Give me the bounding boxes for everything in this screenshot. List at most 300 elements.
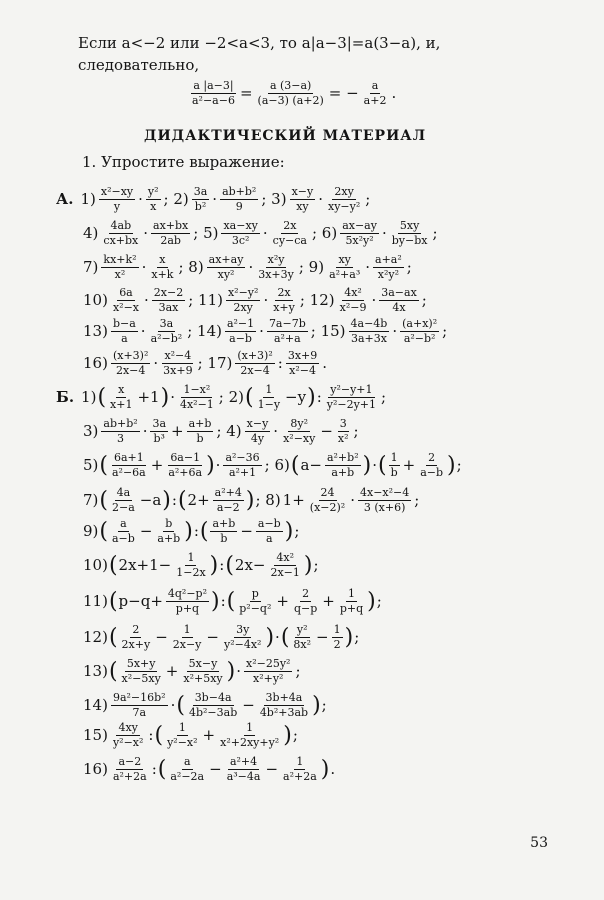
math-token: − — [206, 627, 219, 646]
fraction-numerator: 2x — [283, 219, 297, 232]
fraction-denominator: a — [121, 332, 128, 345]
math-token: 1) — [80, 189, 96, 208]
fraction-denominator: x²−x — [112, 301, 139, 314]
math-token: ; — [414, 490, 420, 509]
fraction-numerator: x²y — [267, 253, 285, 266]
math-token: · — [170, 695, 176, 714]
fraction — [373, 254, 404, 281]
fraction-denominator: p+q — [339, 602, 364, 615]
fraction — [187, 418, 214, 445]
fraction-numerator: x²−xy — [100, 185, 134, 198]
math-token: + — [322, 591, 335, 610]
math-token: 11) — [83, 591, 108, 610]
math-token: · — [273, 421, 279, 440]
fraction-numerator: 4x−x²−4 — [360, 486, 410, 499]
fraction-denominator: q−p — [293, 602, 318, 615]
fraction — [171, 624, 204, 651]
fraction — [190, 80, 237, 107]
fraction — [226, 287, 260, 314]
math-token: 7) — [83, 257, 99, 276]
math-token: ; 17) — [197, 353, 233, 372]
fraction-denominator: 2x+y — [121, 638, 151, 651]
math-token: · — [381, 223, 387, 242]
fraction — [325, 384, 378, 411]
fraction-denominator: 4x²−1 — [179, 398, 214, 411]
fraction — [362, 80, 389, 107]
fraction-denominator: 1−2x — [176, 566, 206, 579]
fraction-denominator: 3a+3x — [350, 332, 387, 345]
math-token: : — [151, 759, 157, 778]
math-token: · — [365, 257, 371, 276]
math-token: · — [275, 627, 280, 646]
fraction-numerator: 5x−y — [188, 657, 218, 670]
math-token: ; — [294, 521, 300, 540]
fraction — [256, 384, 282, 411]
math-token: ; — [421, 290, 427, 309]
fraction — [338, 287, 369, 314]
fraction-numerator: 5xy — [399, 219, 420, 232]
fraction-numerator: a−2 — [118, 755, 142, 768]
exercise-row — [82, 254, 604, 281]
fraction-numerator: a+b — [212, 517, 236, 530]
paren: ) — [162, 487, 171, 513]
fraction-numerator: 4a−4b — [350, 317, 388, 330]
fraction-denominator: 8x² — [293, 638, 312, 651]
section-heading: ДИДАКТИЧЕСКИЙ МАТЕРИАЛ — [144, 128, 427, 144]
fraction — [120, 658, 163, 685]
fraction-numerator: x²−y² — [227, 286, 259, 299]
section-label: Б. — [56, 387, 75, 406]
fraction-denominator: xy² — [217, 268, 235, 281]
fraction-numerator: 1 — [333, 623, 341, 636]
fraction-numerator: (a+x)² — [402, 317, 438, 330]
fraction-numerator: 3a — [152, 417, 167, 430]
fraction — [218, 722, 281, 749]
math-token: · — [248, 257, 254, 276]
fraction-numerator: 1 — [390, 451, 398, 464]
exercise-row — [82, 722, 604, 749]
fraction — [258, 692, 310, 719]
fraction-numerator: 1 — [265, 383, 273, 396]
fraction-numerator: x²−25y² — [246, 657, 291, 670]
fraction-numerator: 2xy — [334, 185, 354, 198]
fraction-numerator: ax+bx — [153, 219, 189, 232]
fraction-denominator: (a−3) (a+2) — [257, 94, 324, 107]
intro-line-2: следовательно, — [78, 56, 200, 74]
paren: ) — [245, 487, 255, 513]
paren: ) — [265, 624, 275, 650]
fraction — [338, 588, 365, 615]
fraction-denominator: y²−4x² — [223, 638, 262, 651]
fraction — [340, 220, 379, 247]
fraction — [174, 552, 207, 579]
paren: ) — [184, 518, 193, 544]
fraction-numerator: ax−ay — [342, 219, 377, 232]
fraction-numerator: a — [120, 517, 127, 530]
fraction — [332, 624, 343, 651]
fraction — [308, 487, 347, 514]
math-token: + — [402, 455, 416, 474]
paren: ( — [199, 518, 209, 544]
fraction-numerator: 4ab — [110, 219, 132, 232]
math-token: ; — [353, 421, 359, 440]
fraction-denominator: 3x+3y — [258, 268, 294, 281]
fraction-numerator: a+b — [188, 417, 212, 430]
fraction — [256, 80, 326, 107]
fraction-numerator: a²−1 — [226, 317, 255, 330]
paren: ) — [367, 588, 376, 614]
fraction-denominator: x — [150, 200, 157, 213]
fraction-denominator: a−b — [229, 332, 252, 345]
math-token: − — [265, 759, 279, 778]
exercise-row — [82, 318, 604, 345]
fraction-denominator: 4b²−3ab — [188, 706, 238, 719]
fraction — [155, 518, 182, 545]
paren: ( — [108, 624, 118, 650]
fraction-denominator: by−bx — [391, 234, 428, 247]
math-token: : — [148, 725, 154, 744]
fraction-denominator: a³−4a — [226, 770, 261, 783]
exercise-row — [82, 487, 604, 514]
math-token: ; 5) — [193, 223, 219, 242]
math-token: p−q+ — [118, 591, 163, 610]
math-token: 13) — [83, 661, 108, 680]
paren: ( — [290, 452, 300, 478]
exercise-row — [82, 756, 604, 783]
fraction-denominator: x²−4 — [289, 364, 316, 377]
fraction-denominator: 3 — [117, 432, 125, 445]
fraction-numerator: 6a — [119, 286, 133, 299]
math-token: −y — [285, 387, 307, 406]
math-token: · — [318, 189, 323, 208]
fraction-numerator: p — [251, 587, 259, 600]
math-token: 4) — [83, 223, 99, 242]
math-token: 2+ — [187, 490, 210, 509]
exercise-row — [82, 418, 604, 445]
fraction-numerator: a (3−a) — [269, 79, 312, 92]
fraction — [271, 287, 297, 314]
fraction-denominator: a−b — [420, 466, 444, 479]
fraction — [151, 220, 190, 247]
fraction-denominator: 4x — [392, 301, 406, 314]
fraction-denominator: 4y — [250, 432, 265, 445]
fraction — [178, 384, 216, 411]
fraction — [400, 318, 439, 345]
math-token: · — [143, 223, 149, 242]
fraction-denominator: y²−x² — [167, 736, 198, 749]
fraction — [237, 588, 273, 615]
fraction — [110, 487, 137, 514]
math-token: ; 3) — [261, 189, 287, 208]
math-token: ; 15) — [310, 321, 346, 340]
fraction — [268, 552, 301, 579]
fraction-denominator: x²+2xy+y² — [220, 736, 280, 749]
fraction-denominator: a²−a−6 — [192, 94, 235, 107]
exercise-row — [82, 287, 604, 314]
math-token: 16) — [83, 759, 108, 778]
math-token: + — [171, 421, 184, 440]
math-token: 14) — [83, 695, 108, 714]
fraction-denominator: 2x−4 — [115, 364, 146, 377]
fraction — [111, 287, 141, 314]
fraction-denominator: a²+2a — [112, 770, 147, 783]
math-token: 2x+1− — [118, 555, 172, 574]
math-token: ; 4) — [216, 421, 242, 440]
fraction-denominator: x²+5xy — [183, 672, 223, 685]
math-token: ; — [442, 321, 448, 340]
fraction-numerator: a²+b² — [326, 451, 359, 464]
fraction — [101, 418, 139, 445]
math-token: + — [276, 591, 289, 610]
fraction-denominator: x+k — [151, 268, 174, 281]
fraction-numerator: x−y — [291, 185, 314, 198]
fraction-denominator: x+1 — [110, 398, 133, 411]
math-token: ; — [376, 591, 382, 610]
paren: ( — [108, 658, 118, 684]
math-token: − — [242, 695, 255, 714]
fraction-denominator: a²+a³ — [329, 268, 361, 281]
math-token: · — [141, 257, 147, 276]
paren: ) — [209, 552, 219, 578]
fraction — [210, 518, 237, 545]
math-token: ; 11) — [188, 290, 223, 309]
math-token: · — [236, 661, 241, 680]
fraction-denominator: xy−y² — [328, 200, 361, 213]
intro-line-1: Если a<−2 или −2<a<3, то a|a−3|=a(3−a), и, — [78, 34, 441, 52]
paren: ) — [362, 452, 372, 478]
fraction-denominator: a²−2a — [170, 770, 205, 783]
fraction-numerator: 8y² — [290, 417, 309, 430]
fraction-denominator: p²−q² — [239, 602, 272, 615]
fraction-numerator: 3b−4a — [194, 691, 232, 704]
exercise-row — [82, 350, 604, 377]
fraction-numerator: 6a+1 — [113, 451, 144, 464]
paren: ) — [447, 452, 456, 478]
fraction — [166, 452, 204, 479]
fraction-denominator: a²+6a — [168, 466, 203, 479]
math-token: . — [391, 83, 397, 102]
math-token: : — [220, 591, 226, 610]
fraction — [213, 487, 244, 514]
fraction-numerator: x²−4 — [164, 349, 192, 362]
math-token: · — [350, 490, 355, 509]
paren: ( — [99, 487, 108, 513]
fraction-numerator: 1 — [296, 755, 304, 768]
fraction-numerator: kx+k² — [103, 253, 137, 266]
math-token: · — [263, 290, 269, 309]
paren: ) — [226, 658, 236, 684]
fraction — [120, 624, 153, 651]
exercise-row — [56, 186, 604, 213]
fraction — [149, 254, 175, 281]
fraction-numerator: a−b — [257, 517, 281, 530]
paren: ) — [283, 722, 292, 748]
fraction — [187, 692, 239, 719]
paren: ) — [303, 552, 313, 578]
fraction-denominator: a²−b² — [403, 332, 436, 345]
fraction-numerator: 2 — [302, 587, 310, 600]
paren: ( — [176, 692, 185, 718]
math-token: 12) — [83, 627, 108, 646]
fraction — [358, 487, 411, 514]
exercise-row — [82, 658, 604, 685]
fraction — [225, 318, 256, 345]
math-token: ; 14) — [187, 321, 222, 340]
fraction-numerator: 6a−1 — [170, 451, 201, 464]
fraction — [146, 186, 161, 213]
fraction-numerator: 2x — [277, 286, 291, 299]
fraction — [101, 220, 140, 247]
math-token: · — [212, 189, 218, 208]
fraction — [291, 624, 313, 651]
paren: ( — [177, 487, 187, 513]
math-token: ; — [381, 387, 387, 406]
page-number: 53 — [530, 835, 548, 851]
fraction — [336, 418, 351, 445]
math-token: 9) — [83, 521, 99, 540]
fraction-numerator: x−y — [246, 417, 269, 430]
paren: ( — [245, 384, 254, 410]
math-token: · — [138, 189, 143, 208]
fraction-numerator: 1 — [183, 623, 191, 636]
fraction — [225, 756, 263, 783]
fraction-denominator: 1−y — [257, 398, 281, 411]
math-token: 1+ — [282, 490, 305, 509]
math-token: ; 9) — [298, 257, 325, 276]
math-token: · — [372, 455, 377, 474]
paren: ) — [312, 692, 321, 718]
math-token: · — [371, 290, 377, 309]
fraction-numerator: 4x² — [344, 286, 362, 299]
fraction-denominator: 3c² — [231, 234, 250, 247]
fraction-denominator: b — [196, 432, 204, 445]
fraction-denominator: p+q — [175, 602, 200, 615]
fraction-denominator: y — [113, 200, 121, 213]
fraction-denominator: x²y² — [377, 268, 400, 281]
fraction — [110, 452, 148, 479]
math-token: 13) — [83, 321, 108, 340]
fraction-denominator: 2−a — [112, 501, 135, 514]
math-token: ; 2) — [218, 387, 245, 406]
math-token: ; — [321, 695, 327, 714]
fraction-numerator: 4q²−p² — [167, 587, 208, 600]
paren: ) — [206, 452, 215, 478]
fraction — [223, 452, 261, 479]
fraction — [290, 186, 316, 213]
fraction-numerator: 3a−ax — [381, 286, 417, 299]
math-token: − — [320, 421, 333, 440]
math-token: · — [140, 321, 146, 340]
fraction-numerator: 1 — [348, 587, 356, 600]
fraction — [161, 350, 194, 377]
paren: ( — [99, 518, 108, 544]
paren: ( — [108, 552, 118, 578]
fraction-denominator: xy — [296, 200, 309, 213]
fraction-numerator: y²−y+1 — [330, 383, 373, 396]
fraction — [99, 186, 135, 213]
paren: ( — [226, 588, 236, 614]
fraction-denominator: (x−2)² — [309, 501, 346, 514]
paren: ( — [97, 384, 107, 410]
fraction-denominator: 9 — [235, 200, 243, 213]
section-label: А. — [56, 189, 74, 208]
fraction-denominator: 5x²y² — [345, 234, 374, 247]
fraction-numerator: 3a — [193, 185, 208, 198]
math-token: · — [392, 321, 398, 340]
fraction-denominator: 4b²+3ab — [259, 706, 309, 719]
fraction — [221, 220, 259, 247]
fraction-numerator: x — [118, 383, 125, 396]
math-token: = — [239, 83, 253, 102]
fraction — [166, 588, 209, 615]
math-token: ; — [354, 627, 360, 646]
fraction-numerator: 3a — [159, 317, 174, 330]
math-token: · — [262, 223, 268, 242]
fraction — [256, 518, 283, 545]
math-token: 1) — [81, 387, 97, 406]
fraction-denominator: a−b — [112, 532, 135, 545]
fraction-numerator: a²+4 — [229, 755, 258, 768]
fraction-numerator: a²−36 — [225, 451, 260, 464]
fraction-numerator: xy — [338, 253, 351, 266]
exercise-row — [82, 692, 604, 719]
paren: ) — [160, 384, 170, 410]
fraction — [281, 418, 317, 445]
paren: ) — [307, 384, 316, 410]
fraction-numerator: ab+b² — [103, 417, 138, 430]
fraction — [271, 220, 309, 247]
math-token: . — [330, 759, 336, 778]
math-token: · — [170, 387, 175, 406]
fraction-denominator: cy−ca — [272, 234, 307, 247]
paren: ( — [154, 722, 164, 748]
math-token: . — [322, 353, 328, 372]
exercise-row — [82, 452, 604, 479]
fraction-numerator: 4xy — [118, 721, 138, 734]
math-token: 10) — [83, 555, 108, 574]
fraction-denominator: 2xy — [233, 301, 253, 314]
exercise-row — [56, 384, 604, 411]
math-token: − — [240, 521, 253, 540]
fraction — [111, 692, 168, 719]
fraction-numerator: 24 — [320, 486, 335, 499]
fraction — [286, 350, 319, 377]
paren: ) — [320, 756, 330, 782]
fraction-denominator: 3 (x+6) — [363, 501, 406, 514]
fraction — [192, 186, 210, 213]
math-token: : — [171, 490, 177, 509]
paren: ( — [377, 452, 387, 478]
fraction — [245, 418, 271, 445]
math-token: : — [277, 353, 283, 372]
fraction-numerator: 4a — [116, 486, 131, 499]
fraction — [165, 722, 199, 749]
math-token: : — [219, 555, 225, 574]
fraction — [222, 624, 263, 651]
math-token: 10) — [83, 290, 108, 309]
math-token: −a — [139, 490, 162, 509]
math-token: 2x− — [234, 555, 266, 574]
fraction-denominator: 2x−4 — [240, 364, 270, 377]
fraction-numerator: 3y — [236, 623, 250, 636]
fraction-numerator: 2 — [428, 451, 436, 464]
fraction — [110, 518, 137, 545]
exercise-row — [82, 518, 604, 545]
fraction-denominator: x²−5xy — [121, 672, 161, 685]
math-token: : — [193, 521, 199, 540]
fraction — [111, 722, 145, 749]
fraction-numerator: a+a² — [375, 253, 402, 266]
